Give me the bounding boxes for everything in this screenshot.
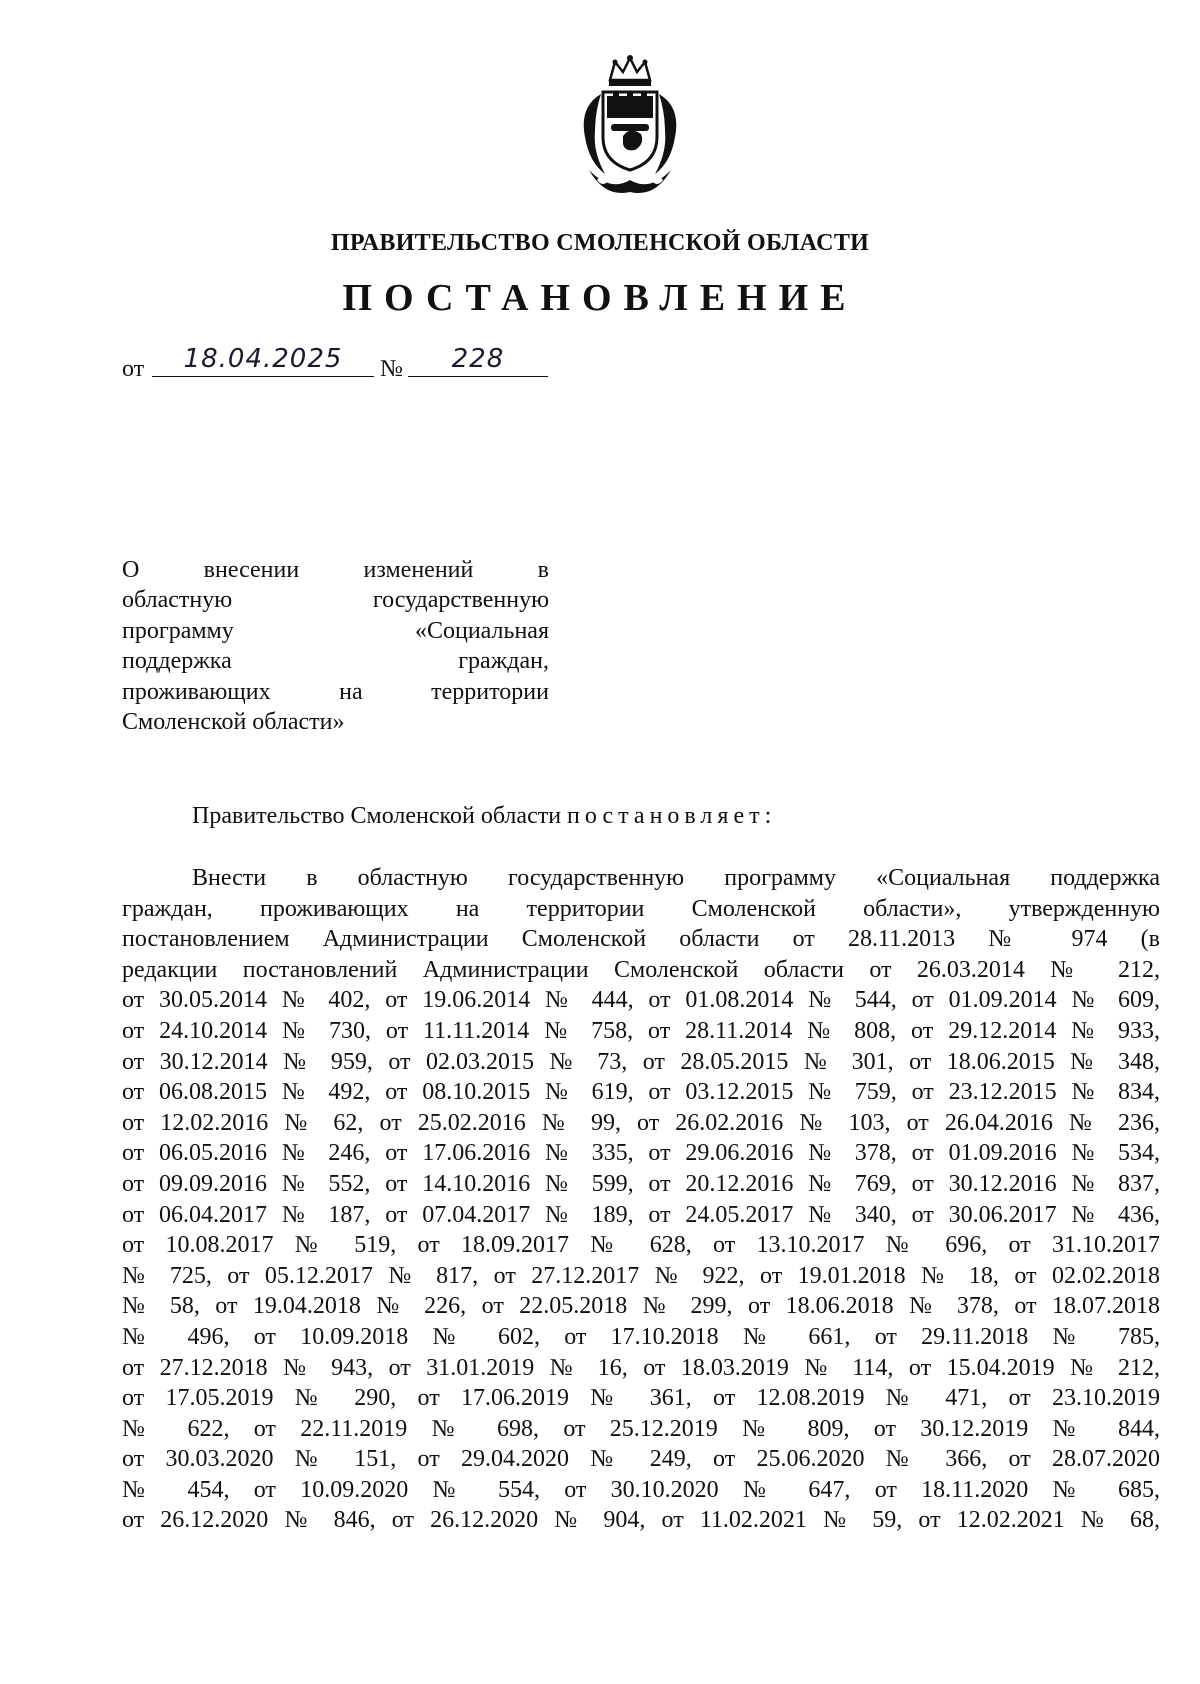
body-line: от 06.05.2016 № 246, от 17.06.2016 № 335, от 29.06.2016 № 378, от 01.09.2016 № 534, xyxy=(122,1140,1160,1167)
body-line: от 30.12.2014 № 959, от 02.03.2015 № 73, от 28.05.2015 № 301, от 18.06.2015 № 348, xyxy=(122,1048,1160,1075)
resolution-statement xyxy=(192,803,776,830)
number-handwritten-value: 228 xyxy=(408,344,548,377)
organization-title: ПРАВИТЕЛЬСТВО СМОЛЕНСКОЙ ОБЛАСТИ xyxy=(330,230,870,256)
document-subject xyxy=(122,555,549,737)
body-line: от 30.05.2014 № 402, от 19.06.2014 № 444, от 01.08.2014 № 544, от 01.09.2014 № 609, xyxy=(122,987,1160,1014)
body-line: от 10.08.2017 № 519, от 18.09.2017 № 628, от 13.10.2017 № 696, от 31.10.2017 xyxy=(122,1232,1160,1259)
coat-of-arms-icon xyxy=(565,52,695,202)
body-line: № 622, от 22.11.2019 № 698, от 25.12.2019 № 809, от 30.12.2019 № 844, xyxy=(122,1415,1160,1442)
body-line: № 496, от 10.09.2018 № 602, от 17.10.2018 № 661, от 29.11.2018 № 785, xyxy=(122,1323,1160,1350)
body-line: редакции постановлений Администрации Смоленской области от 26.03.2014 № 212, xyxy=(122,956,1160,983)
number-prefix-label: № xyxy=(380,356,403,382)
subject-line: проживающих на территории xyxy=(122,678,549,705)
body-line: Внести в областную государственную программу «Социальная поддержка xyxy=(192,865,1160,891)
body-line: граждан, проживающих на территории Смоленской области», утвержденную xyxy=(122,895,1160,922)
body-line: от 06.08.2015 № 492, от 08.10.2015 № 619, от 03.12.2015 № 759, от 23.12.2015 № 834, xyxy=(122,1079,1160,1106)
body-line: от 12.02.2016 № 62, от 25.02.2016 № 99, от 26.02.2016 № 103, от 26.04.2016 № 236, xyxy=(122,1109,1160,1136)
body-line: от 27.12.2018 № 943, от 31.01.2019 № 16, от 18.03.2019 № 114, от 15.04.2019 № 212, xyxy=(122,1354,1160,1381)
document-type-title: ПОСТАНОВЛЕНИЕ xyxy=(342,277,858,319)
body-line: № 725, от 05.12.2017 № 817, от 27.12.2017 № 922, от 19.01.2018 № 18, от 02.02.2018 xyxy=(122,1262,1160,1289)
subject-line: Смоленской области» xyxy=(122,708,345,735)
body-line: от 09.09.2016 № 552, от 14.10.2016 № 599, от 20.12.2016 № 769, от 30.12.2016 № 837, xyxy=(122,1170,1160,1197)
resolution-verb: постановляет: xyxy=(567,803,777,829)
subject-line: программу «Социальная xyxy=(122,617,549,644)
body-line: от 24.10.2014 № 730, от 11.11.2014 № 758, от 28.11.2014 № 808, от 29.12.2014 № 933, xyxy=(122,1017,1160,1044)
resolution-prefix: Правительство Смоленской области xyxy=(192,803,562,829)
subject-line: поддержка граждан, xyxy=(122,648,549,675)
subject-line: областную государственную xyxy=(122,587,549,614)
body-line: от 17.05.2019 № 290, от 17.06.2019 № 361, от 12.08.2019 № 471, от 23.10.2019 xyxy=(122,1385,1160,1412)
body-line: от 26.12.2020 № 846, от 26.12.2020 № 904, от 11.02.2021 № 59, от 12.02.2021 № 68, xyxy=(122,1507,1160,1534)
body-line: от 30.03.2020 № 151, от 29.04.2020 № 249, от 25.06.2020 № 366, от 28.07.2020 xyxy=(122,1446,1160,1473)
date-prefix-label: от xyxy=(122,356,145,382)
body-line: от 06.04.2017 № 187, от 07.04.2017 № 189, от 24.05.2017 № 340, от 30.06.2017 № 436, xyxy=(122,1201,1160,1228)
body-line: № 454, от 10.09.2020 № 554, от 30.10.2020 № 647, от 18.11.2020 № 685, xyxy=(122,1476,1160,1503)
body-line: № 58, от 19.04.2018 № 226, от 22.05.2018 № 299, от 18.06.2018 № 378, от 18.07.2018 xyxy=(122,1293,1160,1320)
subject-line: О внесении изменений в xyxy=(122,557,549,583)
date-handwritten-value: 18.04.2025 xyxy=(152,344,374,377)
document-body xyxy=(122,863,1160,1536)
body-line: постановлением Администрации Смоленской области от 28.11.2013 № 974 (в xyxy=(122,926,1160,953)
